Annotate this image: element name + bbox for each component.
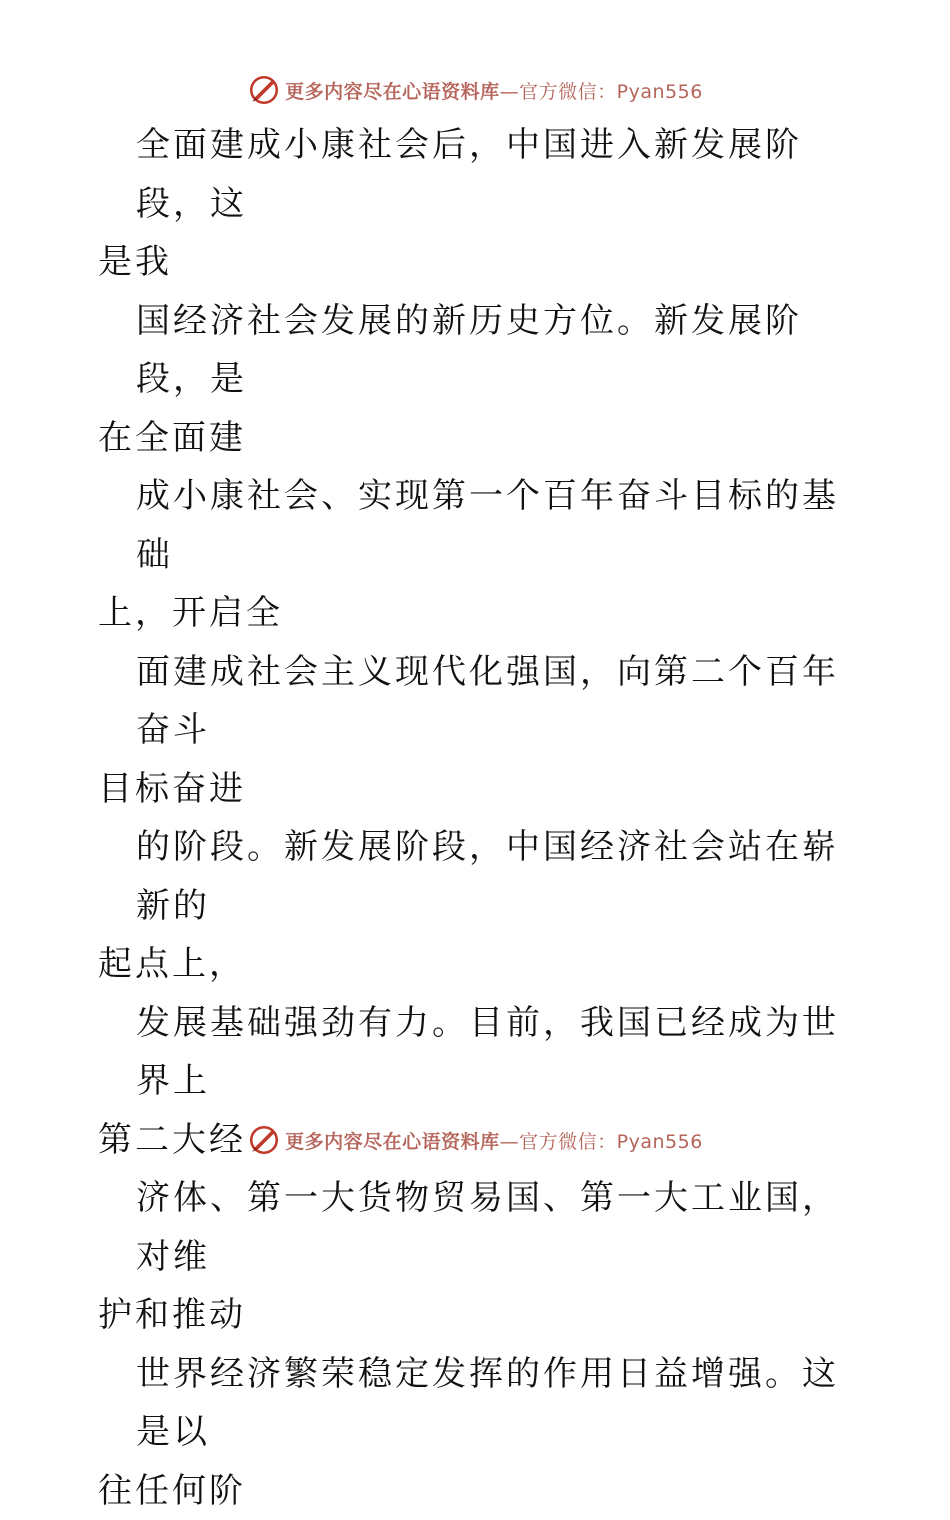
line-indented: 全面建成小康社会后，中国进入新发展阶段，这 [98,116,858,233]
paragraph-line-pair [98,292,858,468]
line-indented: 发展基础强劲有力。目前，我国已经成为世界上 [98,994,858,1111]
banner-text [285,77,703,104]
banner-contact: 官方微信：Pyan556 [519,81,703,103]
footer-banner [0,1120,950,1160]
line-wrap: 上，开启全 [98,593,283,633]
line-indented: 的阶段。新发展阶段，中国经济社会站在崭新的 [98,818,858,935]
paragraph-line-pair [98,1169,858,1345]
banner-brand: 更多内容尽在心语资料库 [285,81,500,103]
paragraph-line-pair [98,467,858,643]
line-indented: 世界经济繁荣稳定发挥的作用日益增强。这是以 [98,1345,858,1462]
line-wrap: 第二大经 [98,1120,246,1160]
paragraph-line-pair [98,116,858,292]
line-wrap: 起点上， [98,944,246,984]
line-wrap: 目标奋进 [98,769,246,809]
line-indented: 面建成社会主义现代化强国，向第二个百年奋斗 [98,643,858,760]
banner-text [285,1127,703,1154]
line-wrap: 在全面建 [98,418,246,458]
line-indented: 国经济社会发展的新历史方位。新发展阶段，是 [98,292,858,409]
quill-logo-icon [247,73,281,107]
banner-contact: 官方微信：Pyan556 [519,1131,703,1153]
quill-logo-icon [247,1123,281,1157]
line-wrap: 是我 [98,242,172,282]
paragraph-line-pair [98,643,858,819]
line-indented: 济体、第一大货物贸易国、第一大工业国，对维 [98,1169,858,1286]
document-body [98,116,858,1520]
paragraph-line-pair [98,818,858,994]
line-wrap: 护和推动 [98,1295,246,1335]
banner-dash: — [500,1131,520,1153]
line-wrap: 往任何阶 [98,1471,246,1511]
banner-dash: — [500,81,520,103]
header-banner [0,70,950,110]
banner-brand: 更多内容尽在心语资料库 [285,1131,500,1153]
line-indented: 成小康社会、实现第一个百年奋斗目标的基础 [98,467,858,584]
paragraph-line-pair [98,1345,858,1520]
